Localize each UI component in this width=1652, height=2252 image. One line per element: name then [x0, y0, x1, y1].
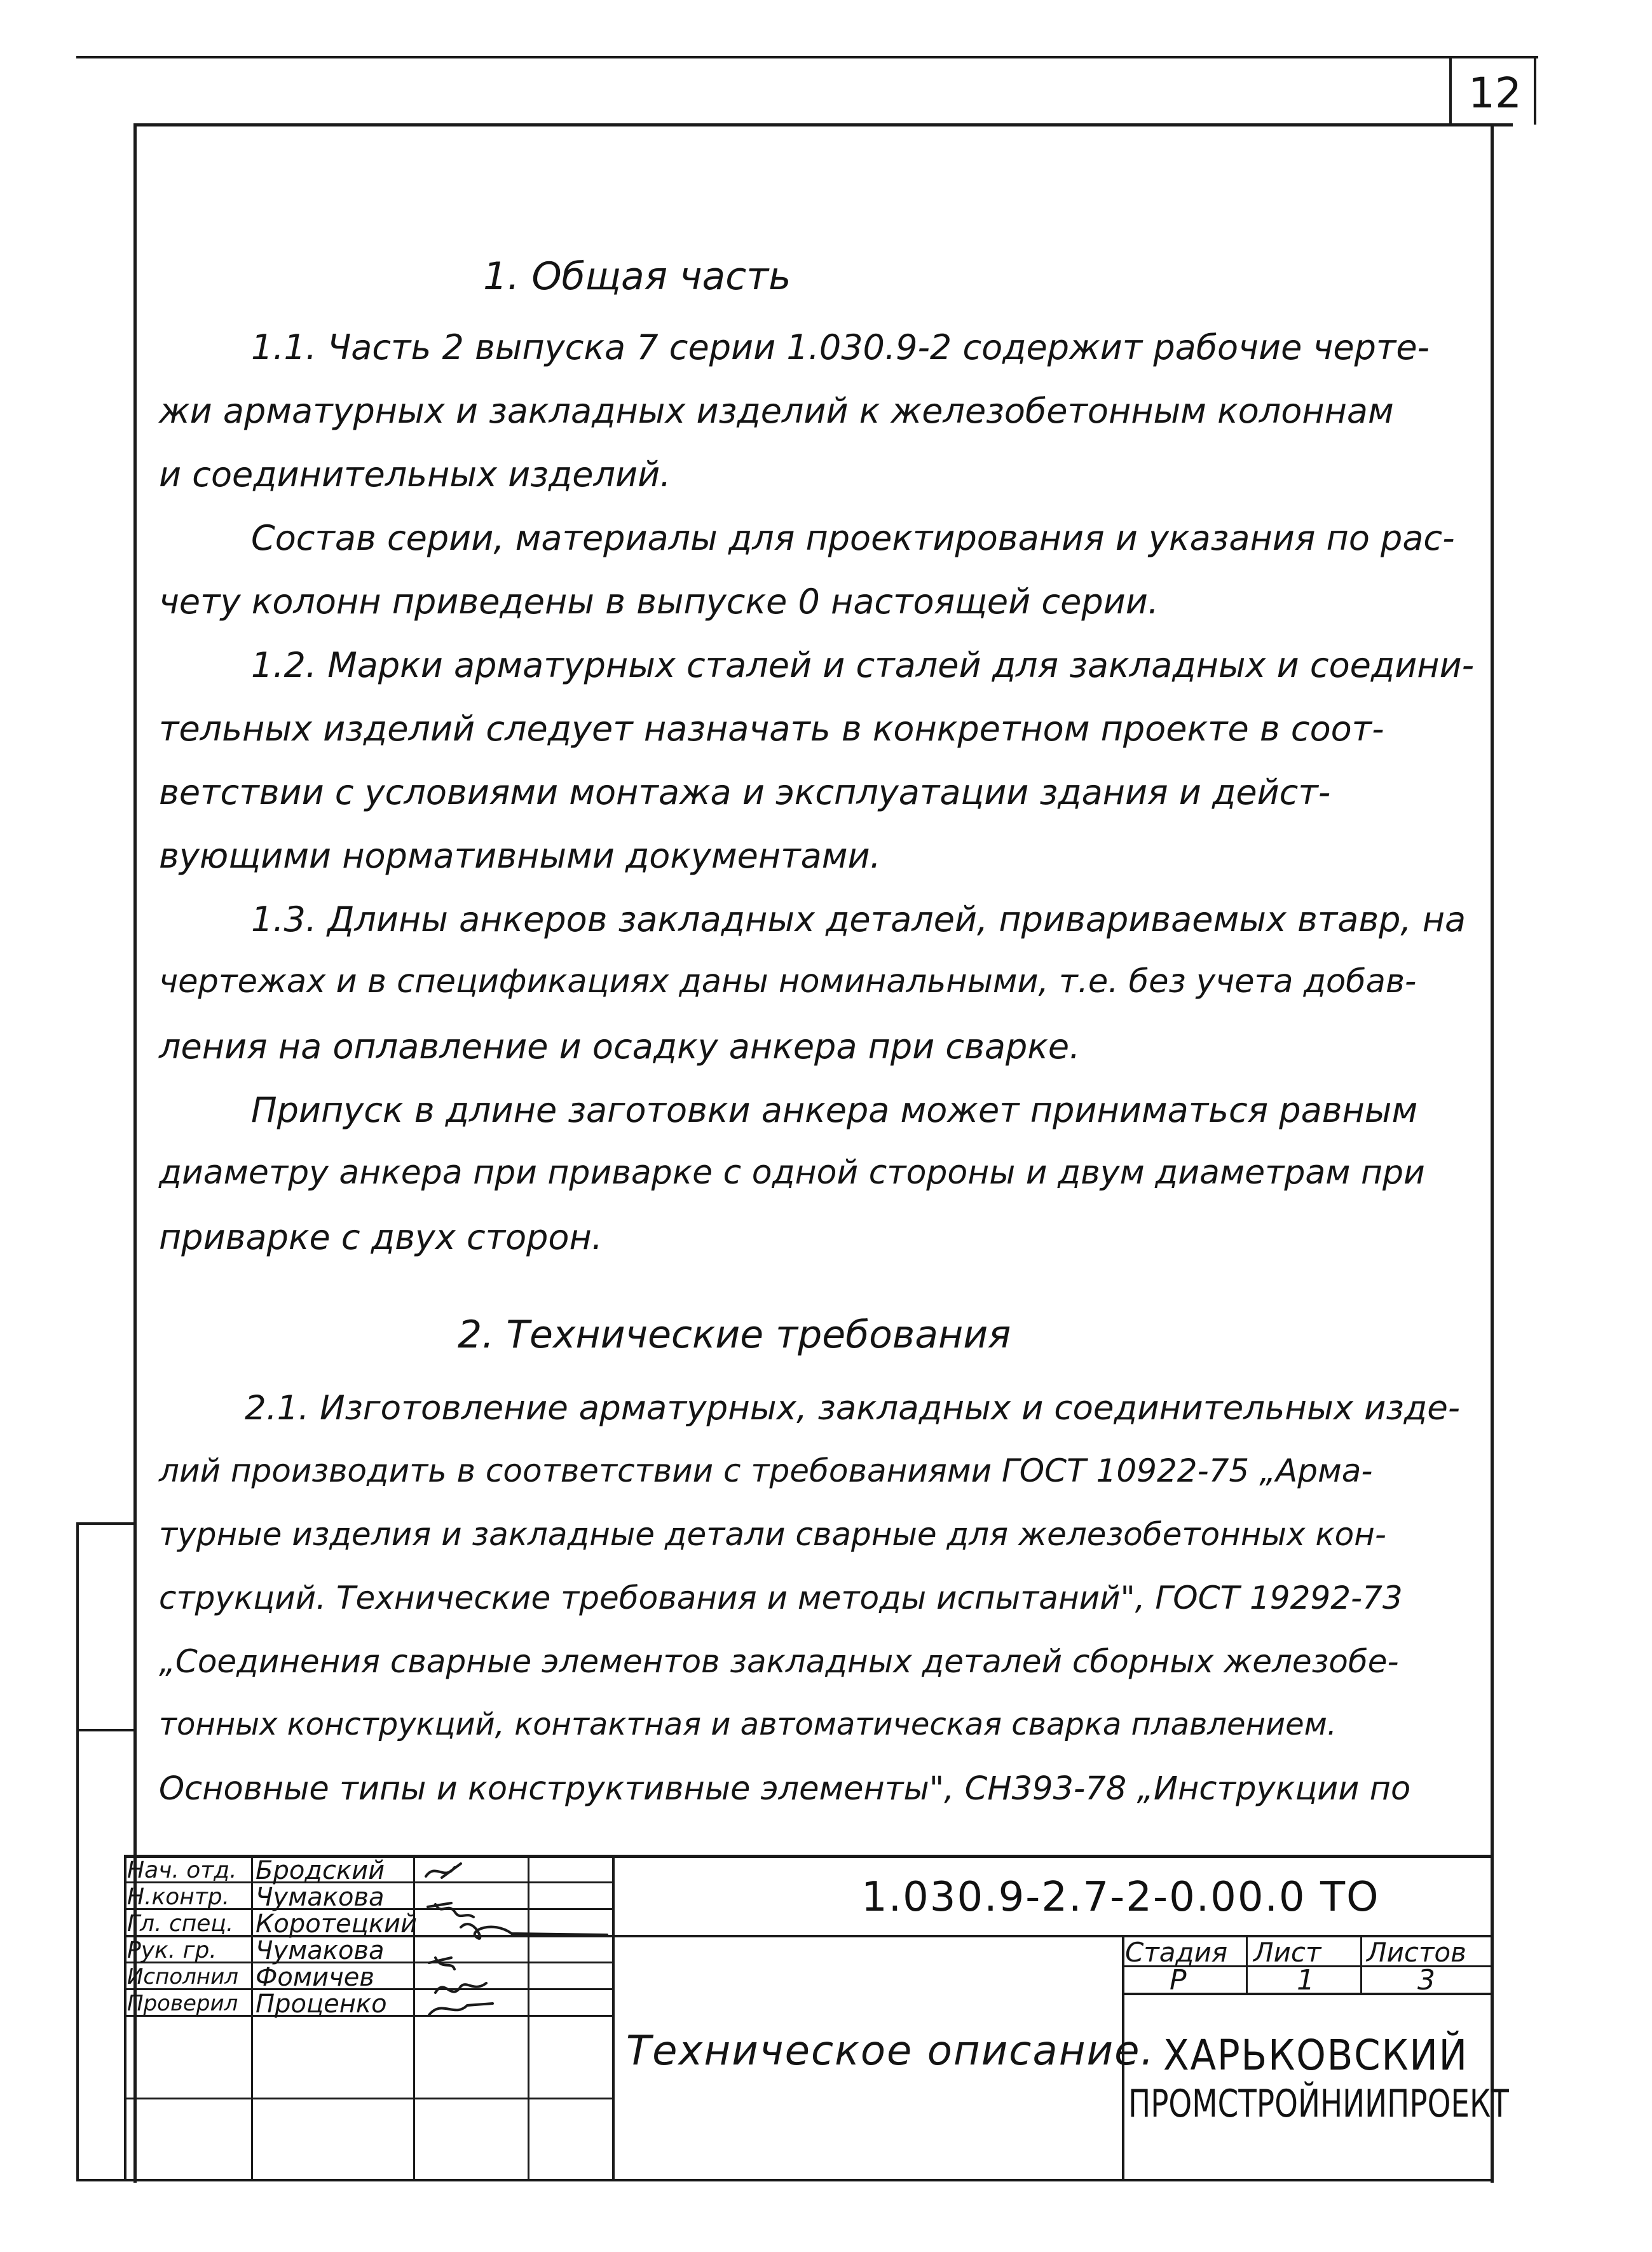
- s1-line-9: 1.3. Длины анкеров закладных деталей, приваривaемых втавр, на: [251, 899, 1466, 939]
- stamp-stage-col-2: [1360, 1935, 1362, 1995]
- s1-line-11: ления на оплавление и осадку анкера при сварке.: [159, 1027, 1081, 1067]
- s2-line-6: Основные типы и конструктивные элементы", СН393-78 „Инструкции по: [159, 1770, 1411, 1808]
- section-1-title: 1. Общая часть: [483, 254, 791, 299]
- page-number-box-right: [1534, 58, 1536, 125]
- s2-line-0: 2.1. Изготовление арматурных, закладных и соединительных изде-: [245, 1389, 1461, 1428]
- stamp-row-7: [124, 2098, 613, 2099]
- sheets-header: Листов: [1367, 1937, 1466, 1968]
- sheets-value: 3: [1417, 1964, 1435, 1996]
- document-title: Техническое описание.: [626, 2028, 1155, 2075]
- stamp-col-3: [413, 1855, 415, 2180]
- role-1: Н.контр.: [127, 1884, 230, 1910]
- s1-line-1: жи арматурных и закладных изделий к железобетонным колоннам: [159, 391, 1394, 431]
- s1-line-0: 1.1. Часть 2 выпуска 7 серии 1.030.9-2 содержит рабочие черте-: [251, 327, 1430, 367]
- section-2-title: 2. Технические требования: [458, 1313, 1011, 1357]
- sheet-value: 1: [1297, 1964, 1314, 1996]
- s1-line-6: тельных изделий следует назначать в конкретном проекте в соот-: [159, 709, 1384, 749]
- margin-strip-vertical: [76, 1522, 79, 2180]
- role-0: Нач. отд.: [127, 1857, 237, 1883]
- s2-line-1: лий производить в соответствии с требованиями ГОСТ 10922-75 „Арма-: [159, 1452, 1373, 1489]
- designation: 1.030.9-2.7-2-0.00.0 ТО: [861, 1874, 1380, 1921]
- organization-line-2: ПРОМСТРОЙНИИПРОЕКТ: [1128, 2082, 1509, 2126]
- s1-line-5: 1.2. Марки арматурных сталей и сталей для закладных и соедини-: [251, 645, 1475, 685]
- s1-line-7: ветствии с условиями монтажа и эксплуатации здания и дейст-: [159, 772, 1331, 812]
- page-number-box-left: [1449, 58, 1452, 125]
- stamp-col-2: [251, 1855, 253, 2180]
- s2-line-5: тонных конструкций, контактная и автоматическая сварка плавлением.: [159, 1707, 1337, 1742]
- role-5: Проверил: [127, 1991, 238, 2016]
- margin-strip-line-2: [76, 1729, 136, 1731]
- s1-line-3: Состав серии, материалы для проектирования и указания по рас-: [251, 518, 1455, 558]
- s1-line-12: Припуск в длине заготовки анкера может приниматься равным: [251, 1090, 1418, 1130]
- name-4: Фомичев: [256, 1963, 374, 1992]
- s1-line-10: чертежах и в спецификациях даны номинальными, т.е. без учета добав-: [159, 963, 1417, 1000]
- s1-line-14: приварке с двух сторон.: [159, 1217, 603, 1257]
- role-4: Исполнил: [127, 1964, 238, 1989]
- margin-strip-line-1: [76, 1522, 136, 1525]
- organization-line-1: ХАРЬКОВСКИЙ: [1163, 2031, 1468, 2080]
- stage-value: Р: [1170, 1964, 1187, 1996]
- name-1: Чумакова: [256, 1883, 385, 1912]
- s2-line-2: турные изделия и закладные детали сварные для железобетонных кон-: [159, 1516, 1386, 1553]
- frame-right: [1491, 123, 1494, 2183]
- page-number: 12: [1468, 69, 1522, 118]
- s1-line-4: чету колонн приведены в выпуске 0 настоящей серии.: [159, 582, 1159, 622]
- signatures-graphic: [416, 1856, 626, 2015]
- s2-line-4: „Соединения сварные элементов закладных деталей сборных железобе-: [159, 1643, 1399, 1680]
- name-0: Бродский: [256, 1856, 385, 1885]
- name-5: Проценко: [256, 1989, 387, 2019]
- name-2: Коротецкий: [256, 1909, 418, 1939]
- stamp-stage-col-1: [1246, 1935, 1248, 1995]
- top-rule: [76, 56, 1538, 58]
- s1-line-2: и соединительных изделий.: [159, 454, 671, 495]
- sheet-header: Лист: [1253, 1937, 1321, 1968]
- frame-bottom: [76, 2179, 1494, 2181]
- s1-line-13: диаметру анкера при приварке с одной стороны и двум диаметрам при: [159, 1154, 1425, 1192]
- frame-top: [133, 123, 1513, 126]
- s2-line-3: струкций. Технические требования и методы испытаний", ГОСТ 19292-73: [159, 1580, 1403, 1616]
- stamp-col-1: [124, 1855, 126, 2180]
- role-3: Рук. гр.: [127, 1937, 217, 1963]
- name-3: Чумакова: [256, 1936, 385, 1965]
- role-2: Гл. спец.: [127, 1911, 234, 1937]
- stage-header: Стадия: [1125, 1937, 1228, 1968]
- s1-line-8: вующими нормативными документами.: [159, 836, 881, 876]
